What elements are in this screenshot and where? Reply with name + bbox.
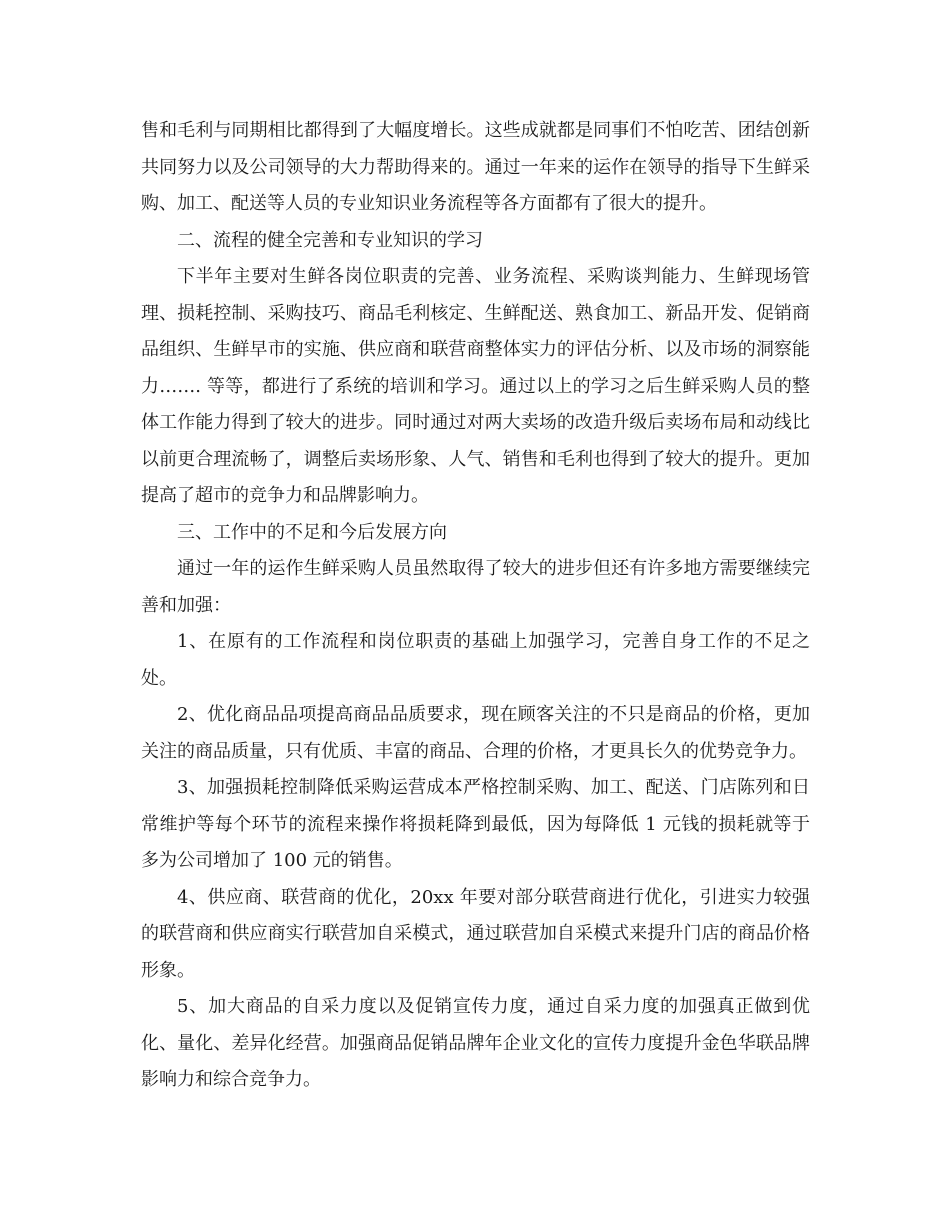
section-heading-3: 三、工作中的不足和今后发展方向 [177, 521, 447, 543]
list-item-3: 3、加强损耗控制降低采购运营成本严格控制采购、加工、配送、门店陈列和日常维护等每个环节的流程来操作将损耗降到最低，因为每降低 1 元钱的损耗就等于多为公司增加了 100 元的销售。 [141, 777, 810, 871]
list-item-5: 5、加大商品的自采力度以及促销宣传力度，通过自采力度的加强真正做到优化、量化、差异化经营。加强商品促销品牌年企业文化的宣传力度提升金色华联品牌影响力和综合竞争力。 [141, 996, 810, 1090]
list-item-2: 2、优化商品品项提高商品品质要求，现在顾客关注的不只是商品的价格，更加关注的商品质量，只有优质、丰富的商品、合理的价格，才更具长久的优势竞争力。 [141, 704, 810, 762]
paragraph-continuation: 售和毛利与同期相比都得到了大幅度增长。这些成就都是同事们不怕吃苦、团结创新共同努力以及公司领导的大力帮助得来的。通过一年来的运作在领导的指导下生鲜采购、加工、配送等人员的专业知识业务流程等各方面都有了很大的提升。 [141, 120, 810, 214]
document-body [141, 113, 810, 1099]
list-item-4: 4、供应商、联营商的优化，20xx 年要对部分联营商进行优化，引进实力较强的联营商和供应商实行联营加自采模式，通过联营加自采模式来提升门店的商品价格形象。 [141, 886, 810, 981]
paragraph-section-3-intro: 通过一年的运作生鲜采购人员虽然取得了较大的进步但还有许多地方需要继续完善和加强： [141, 558, 810, 616]
list-item-1: 1、在原有的工作流程和岗位职责的基础上加强学习，完善自身工作的不足之处。 [141, 631, 810, 689]
paragraph-section-2: 下半年主要对生鲜各岗位职责的完善、业务流程、采购谈判能力、生鲜现场管理、损耗控制、采购技巧、商品毛利核定、生鲜配送、熟食加工、新品开发、促销商品组织、生鲜早市的实施、供应商和联营商整体实力的评估分析、以及市场的洞察能力……. 等等，都进行了系统的培训和学习。通过以上的学习之后生鲜采购人员的整体工作能力得到了较大的进步。同时通过对两大卖场的改造升级后卖场布局和动线比以前更合理流畅了，调整后卖场形象、人气、销售和毛利也得到了较大的提升。更加提高了超市的竞争力和品牌影响力。 [141, 266, 810, 506]
section-heading-2: 二、流程的健全完善和专业知识的学习 [177, 229, 483, 251]
